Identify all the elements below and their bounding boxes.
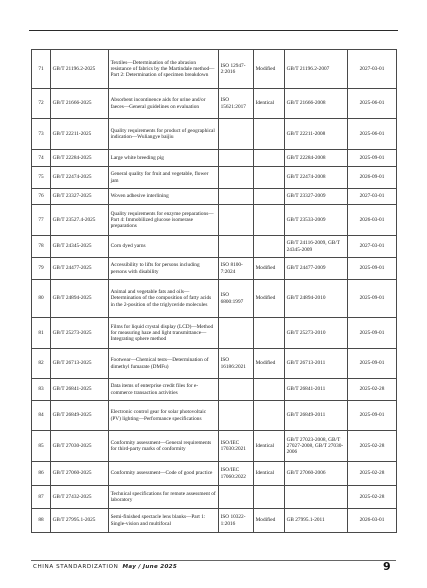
table-row bbox=[32, 509, 397, 533]
standard-code: GB/T 24894-2025 bbox=[51, 280, 109, 318]
standard-title: Footwear—Chemical tests—Determination of dimethyl fumarate (DMFu) bbox=[109, 349, 219, 379]
adoption-degree bbox=[254, 119, 285, 150]
row-number: 85 bbox=[32, 431, 51, 462]
standard-code: GB/T 21196.2-2025 bbox=[51, 50, 109, 89]
adopted-international-standard: ISO 15621:2017 bbox=[219, 89, 254, 119]
standard-title: General quality for fruit and vegetable, flower jam bbox=[109, 167, 219, 189]
table-row bbox=[32, 280, 397, 318]
row-number: 71 bbox=[32, 50, 51, 89]
standard-title: Animal and vegetable fats and oils—Determination of the composition of fatty acids in the 2-position of the triglyceride molecules bbox=[109, 280, 219, 318]
adopted-international-standard: ISO/IEC 17030:2021 bbox=[219, 431, 254, 462]
replaced-standard: GB/T 23327-2009 bbox=[285, 189, 348, 205]
adopted-international-standard bbox=[219, 486, 254, 509]
adopted-international-standard bbox=[219, 167, 254, 189]
table-row bbox=[32, 189, 397, 205]
adopted-international-standard bbox=[219, 401, 254, 431]
adopted-international-standard: ISO 8100-7:2024 bbox=[219, 258, 254, 280]
row-number: 72 bbox=[32, 89, 51, 119]
replaced-standard: GB/T 24477-2009 bbox=[285, 258, 348, 280]
adoption-degree: Modified bbox=[254, 50, 285, 89]
implementation-date: 2025-09-01 bbox=[348, 258, 397, 280]
row-number: 73 bbox=[32, 119, 51, 150]
adoption-degree bbox=[254, 401, 285, 431]
standard-code: GB/T 26849-2025 bbox=[51, 401, 109, 431]
row-number: 86 bbox=[32, 462, 51, 486]
standard-title: Woven adhesive interlining bbox=[109, 189, 219, 205]
row-number: 83 bbox=[32, 379, 51, 401]
page-number: 9 bbox=[383, 560, 391, 573]
implementation-date: 2025-02-28 bbox=[348, 486, 397, 509]
replaced-standard: GB 27995.1-2011 bbox=[285, 509, 348, 533]
standard-code: GB/T 22284-2025 bbox=[51, 150, 109, 167]
replaced-standard: GB/T 26849-2011 bbox=[285, 401, 348, 431]
standard-title: Absorbent incontinence aids for urine and/or faeces—General guidelines on evaluation bbox=[109, 89, 219, 119]
replaced-standard: GB/T 21666-2008 bbox=[285, 89, 348, 119]
standard-title: Quality requirements for product of geographical indication—Wuliangye baijiu bbox=[109, 119, 219, 150]
top-rule bbox=[29, 30, 398, 31]
table-row bbox=[32, 462, 397, 486]
standard-title: Semi-finished spectacle lens blanks—Part 1: Single-vision and multifocal bbox=[109, 509, 219, 533]
standard-title: Accessibility to lifts for persons including persons with disability bbox=[109, 258, 219, 280]
adoption-degree: Identical bbox=[254, 431, 285, 462]
adoption-degree bbox=[254, 379, 285, 401]
implementation-date: 2025-09-01 bbox=[348, 318, 397, 349]
implementation-date: 2025-02-28 bbox=[348, 431, 397, 462]
standard-code: GB/T 22474-2025 bbox=[51, 167, 109, 189]
table-row bbox=[32, 150, 397, 167]
standard-code: GB/T 27060-2025 bbox=[51, 462, 109, 486]
table-row bbox=[32, 167, 397, 189]
row-number: 75 bbox=[32, 167, 51, 189]
standard-title: Large white breeding pig bbox=[109, 150, 219, 167]
replaced-standard bbox=[285, 486, 348, 509]
row-number: 80 bbox=[32, 280, 51, 318]
implementation-date: 2025-06-01 bbox=[348, 119, 397, 150]
implementation-date: 2026-03-01 bbox=[348, 205, 397, 236]
adoption-degree: Identical bbox=[254, 462, 285, 486]
implementation-date: 2025-09-01 bbox=[348, 280, 397, 318]
implementation-date: 2025-02-28 bbox=[348, 462, 397, 486]
implementation-date: 2027-03-01 bbox=[348, 50, 397, 89]
row-number: 77 bbox=[32, 205, 51, 236]
replaced-standard: GB/T 26713-2011 bbox=[285, 349, 348, 379]
standard-code: GB/T 22211-2025 bbox=[51, 119, 109, 150]
adopted-international-standard: ISO 6800:1997 bbox=[219, 280, 254, 318]
implementation-date: 2027-03-01 bbox=[348, 189, 397, 205]
adoption-degree: Modified bbox=[254, 349, 285, 379]
row-number: 78 bbox=[32, 236, 51, 258]
standard-title: Corn dyed yarns bbox=[109, 236, 219, 258]
adoption-degree bbox=[254, 318, 285, 349]
standard-title: Quality requirements for enzyme preparations—Part 4: Immobilized glucose isomerase preparations bbox=[109, 205, 219, 236]
implementation-date: 2025-09-01 bbox=[348, 349, 397, 379]
table-row bbox=[32, 401, 397, 431]
adoption-degree: Modified bbox=[254, 280, 285, 318]
table-row bbox=[32, 89, 397, 119]
row-number: 87 bbox=[32, 486, 51, 509]
publication-name: CHINA STANDARDIZATION bbox=[33, 564, 119, 570]
standards-table bbox=[31, 49, 397, 533]
standard-title: Data items of enterprise credit files for e-commerce transaction activities bbox=[109, 379, 219, 401]
adoption-degree bbox=[254, 205, 285, 236]
standard-code: GB/T 27030-2025 bbox=[51, 431, 109, 462]
standard-code: GB/T 24477-2025 bbox=[51, 258, 109, 280]
adoption-degree: Modified bbox=[254, 509, 285, 533]
table-row bbox=[32, 119, 397, 150]
replaced-standard: GB/T 25273-2010 bbox=[285, 318, 348, 349]
standard-code: GB/T 23527.4-2025 bbox=[51, 205, 109, 236]
table-row bbox=[32, 379, 397, 401]
standard-title: Textiles—Determination of the abrasion resistance of fabrics by the Martindale method—Part 2: Determination of specimen breakdown bbox=[109, 50, 219, 89]
implementation-date: 2026-03-01 bbox=[348, 509, 397, 533]
implementation-date: 2027-03-01 bbox=[348, 236, 397, 258]
standard-title: Films for liquid crystal display (LCD)—Method for measuring haze and light transmittance—Integrating sphere method bbox=[109, 318, 219, 349]
row-number: 88 bbox=[32, 509, 51, 533]
adopted-international-standard bbox=[219, 318, 254, 349]
implementation-date: 2025-06-01 bbox=[348, 89, 397, 119]
row-number: 76 bbox=[32, 189, 51, 205]
footer-rule bbox=[31, 560, 396, 561]
standard-code: GB/T 26713-2025 bbox=[51, 349, 109, 379]
adoption-degree bbox=[254, 236, 285, 258]
issue-date: May / June 2025 bbox=[122, 564, 178, 570]
adopted-international-standard bbox=[219, 189, 254, 205]
standard-title: Electronic control gear for solar photovoltaic (PV) lighting—Performance specifications bbox=[109, 401, 219, 431]
table-row bbox=[32, 486, 397, 509]
standard-code: GB/T 23327-2025 bbox=[51, 189, 109, 205]
replaced-standard: GB/T 24116-2009, GB/T 24345-2009 bbox=[285, 236, 348, 258]
adopted-international-standard bbox=[219, 236, 254, 258]
table-body bbox=[32, 50, 397, 533]
row-number: 84 bbox=[32, 401, 51, 431]
implementation-date: 2025-09-01 bbox=[348, 150, 397, 167]
row-number: 79 bbox=[32, 258, 51, 280]
adopted-international-standard bbox=[219, 150, 254, 167]
standard-code: GB/T 21666-2025 bbox=[51, 89, 109, 119]
adopted-international-standard: ISO/IEC 17060:2022 bbox=[219, 462, 254, 486]
replaced-standard: GB/T 21196.2-2007 bbox=[285, 50, 348, 89]
adopted-international-standard bbox=[219, 379, 254, 401]
replaced-standard: GB/T 22474-2008 bbox=[285, 167, 348, 189]
adoption-degree bbox=[254, 167, 285, 189]
replaced-standard: GB/T 26841-2011 bbox=[285, 379, 348, 401]
adopted-international-standard: ISO 10322-1:2016 bbox=[219, 509, 254, 533]
row-number: 82 bbox=[32, 349, 51, 379]
implementation-date: 2026-09-01 bbox=[348, 167, 397, 189]
standard-code: GB/T 27995.1-2025 bbox=[51, 509, 109, 533]
standard-code: GB/T 26841-2025 bbox=[51, 379, 109, 401]
adopted-international-standard bbox=[219, 205, 254, 236]
adopted-international-standard: ISO 16186:2021 bbox=[219, 349, 254, 379]
implementation-date: 2025-02-28 bbox=[348, 379, 397, 401]
adoption-degree bbox=[254, 189, 285, 205]
footer-publication bbox=[33, 564, 177, 570]
replaced-standard: GB/T 27023-2008, GB/T 27027-2008, GB/T 27030-2006 bbox=[285, 431, 348, 462]
table-row bbox=[32, 258, 397, 280]
replaced-standard: GB/T 27060-2006 bbox=[285, 462, 348, 486]
table-row bbox=[32, 349, 397, 379]
adoption-degree bbox=[254, 150, 285, 167]
adoption-degree: Identical bbox=[254, 89, 285, 119]
standard-title: Technical specifications for remote assessment of laboratory bbox=[109, 486, 219, 509]
row-number: 74 bbox=[32, 150, 51, 167]
adoption-degree: Modified bbox=[254, 258, 285, 280]
table-row bbox=[32, 236, 397, 258]
replaced-standard: GB/T 22284-2008 bbox=[285, 150, 348, 167]
table-row bbox=[32, 318, 397, 349]
row-number: 81 bbox=[32, 318, 51, 349]
standard-code: GB/T 27432-2025 bbox=[51, 486, 109, 509]
replaced-standard: GB/T 24894-2010 bbox=[285, 280, 348, 318]
table-row bbox=[32, 431, 397, 462]
standard-title: Conformity assessment—Code of good practice bbox=[109, 462, 219, 486]
table-row bbox=[32, 50, 397, 89]
replaced-standard: GB/T 22211-2008 bbox=[285, 119, 348, 150]
replaced-standard: GB/T 23533-2009 bbox=[285, 205, 348, 236]
standard-title: Conformity assessment—General requirements for third-party marks of conformity bbox=[109, 431, 219, 462]
adopted-international-standard: ISO 12947-2:2016 bbox=[219, 50, 254, 89]
adoption-degree bbox=[254, 486, 285, 509]
adopted-international-standard bbox=[219, 119, 254, 150]
implementation-date: 2025-09-01 bbox=[348, 401, 397, 431]
standard-code: GB/T 24345-2025 bbox=[51, 236, 109, 258]
standard-code: GB/T 25273-2025 bbox=[51, 318, 109, 349]
table-row bbox=[32, 205, 397, 236]
